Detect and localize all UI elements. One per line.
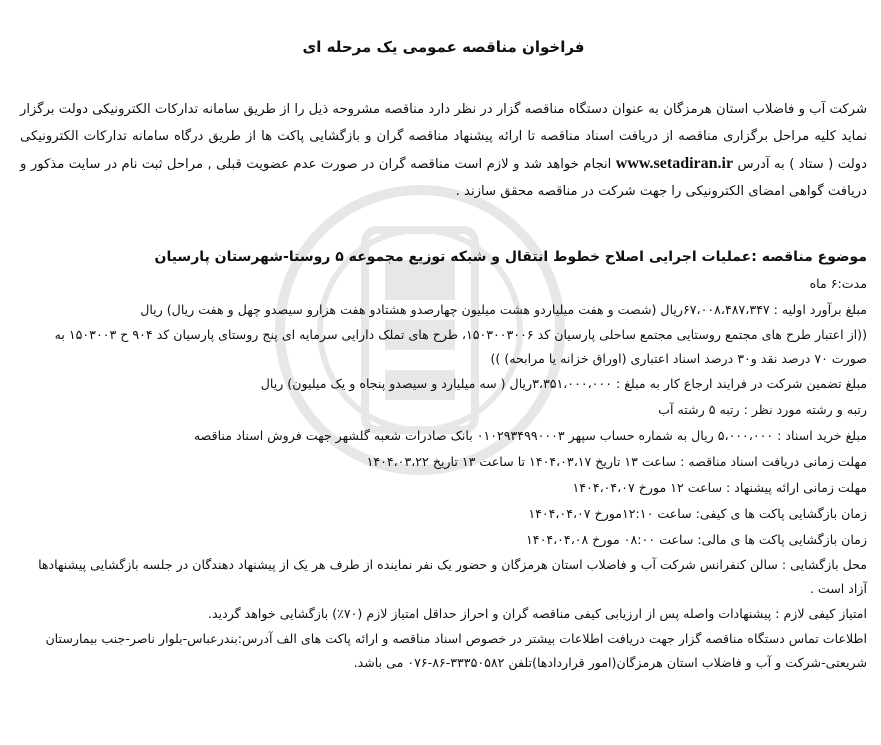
- contact-info: اطلاعات تماس دستگاه مناقصه گزار جهت دریافت اطلاعات بیشتر در خصوص اسناد مناقصه و ارائه پاکت های الف آدرس:بندرعباس-بلوار ناصر-جنب بیمارستان شریعتی-شرکت و آب و فاضلاب استان هرمزگان(امور قراردادها)تلفن ۳۳۳۵۰۵۸۲-۸۶-۰۷۶ می باشد.: [45, 631, 867, 670]
- document-deadline: مهلت زمانی دریافت اسناد مناقصه : ساعت ۱۳ تاریخ ۱۴۰۴،۰۳،۱۷ تا ساعت ۱۳ تاریخ ۱۴۰۴،۰۳،۲۲: [366, 454, 867, 469]
- intro-text-before: شرکت آب و فاضلاب استان هرمزگان به عنوان دستگاه مناقصه گزار در نظر دارد مناقصه مشروحه ذیل را از طریق سامانه تدارکات الکترونیکی دولت برگزار نماید کلیه مراحل برگزاری مناقصه از دریافت اسناد مناقصه تا ارائه پیشنهاد مناقصه گران و بازگشایی پاکت ها از طریق درگاه سامانه تدارکات الکترونیکی دولت ( ستاد ) به آدرس: [20, 102, 867, 172]
- page-title: فراخوان مناقصه عمومی یک مرحله ای: [302, 38, 585, 56]
- intro-paragraph: [20, 96, 867, 205]
- initial-estimate: مبلغ برآورد اولیه : ۶۷،۰۰۸،۴۸۷،۳۴۷ریال (شصت و هفت میلیاردو هشت میلیون چهارصدو هشتادو هفت هزارو سیصدو چهل و هفت ریال) ریال: [140, 302, 867, 317]
- setad-website-link[interactable]: www.setadiran.ir: [615, 155, 734, 172]
- tender-subject: موضوع مناقصه :عملیات اجرایی اصلاح خطوط انتقال و شبکه توزیع مجموعه ۵ روستا-شهرستان پارسیان: [154, 249, 867, 265]
- quality-score-requirement: امتیاز کیفی لازم : پیشنهادات واصله پس از ارزیابی کیفی مناقصه گران و احراز حداقل امتیاز لازم (۷۰٪) بازگشایی خواهد گردید.: [207, 606, 867, 621]
- submission-deadline: مهلت زمانی ارائه پیشنهاد : ساعت ۱۲ مورخ ۱۴۰۴،۰۴،۰۷: [572, 480, 867, 495]
- intro-text-after: انجام خواهد شد و لازم است مناقصه گران در صورت عدم عضویت قبلی , مراحل ثبت نام در سایت مذکور و دریافت گواهی امضای الکترونیکی را جهت شرکت در مناقصه محقق سازند .: [20, 157, 867, 199]
- funding-source: ((از اعتبار طرح های مجتمع روستایی مجتمع ساحلی پارسیان کد ۱۵۰۳۰۰۳۰۰۶، طرح های تملک دارایی سرمایه ای پنج روستای پارسیان کد ۹۰۴ ح ۱۵۰۳۰۰۳ به صورت ۷۰ درصد نقد و۳۰ درصد اسناد اعتباری (اوراق خزانه یا مرابحه) )): [54, 327, 867, 366]
- quality-envelope-opening: زمان بازگشایی پاکت ها ی کیفی: ساعت ۱۲:۱۰مورخ ۱۴۰۴،۰۴،۰۷: [528, 506, 867, 521]
- opening-venue: محل بازگشایی : سالن کنفرانس شرکت آب و فاضلاب استان هرمزگان و حضور یک نفر نماینده از طرف هر یک از پیشنهاد دهندگان در جلسه بازگشایی پیشنهادها آزاد است .: [38, 557, 867, 596]
- document-price: مبلغ خرید اسناد : ۵،۰۰۰،۰۰۰ ریال به شماره حساب سپهر ۰۱۰۲۹۳۴۹۹۰۰۰۳ بانک صادرات شعبه گلشهر جهت فروش اسناد مناقصه: [193, 428, 867, 443]
- guarantee-amount: مبلغ تضمین شرکت در فرایند ارجاع کار به مبلغ : ۳،۳۵۱،۰۰۰،۰۰۰ریال ( سه میلیارد و سیصدو پنجاه و یک میلیون) ریال: [260, 376, 867, 391]
- required-grade: رتبه و رشته مورد نظر : رتبه ۵ رشته آب: [658, 402, 867, 417]
- duration: مدت:۶ ماه: [809, 276, 867, 291]
- tender-details: [20, 271, 867, 675]
- financial-envelope-opening: زمان بازگشایی پاکت ها ی مالی: ساعت ۰۸:۰۰ مورخ ۱۴۰۴،۰۴،۰۸: [526, 532, 867, 547]
